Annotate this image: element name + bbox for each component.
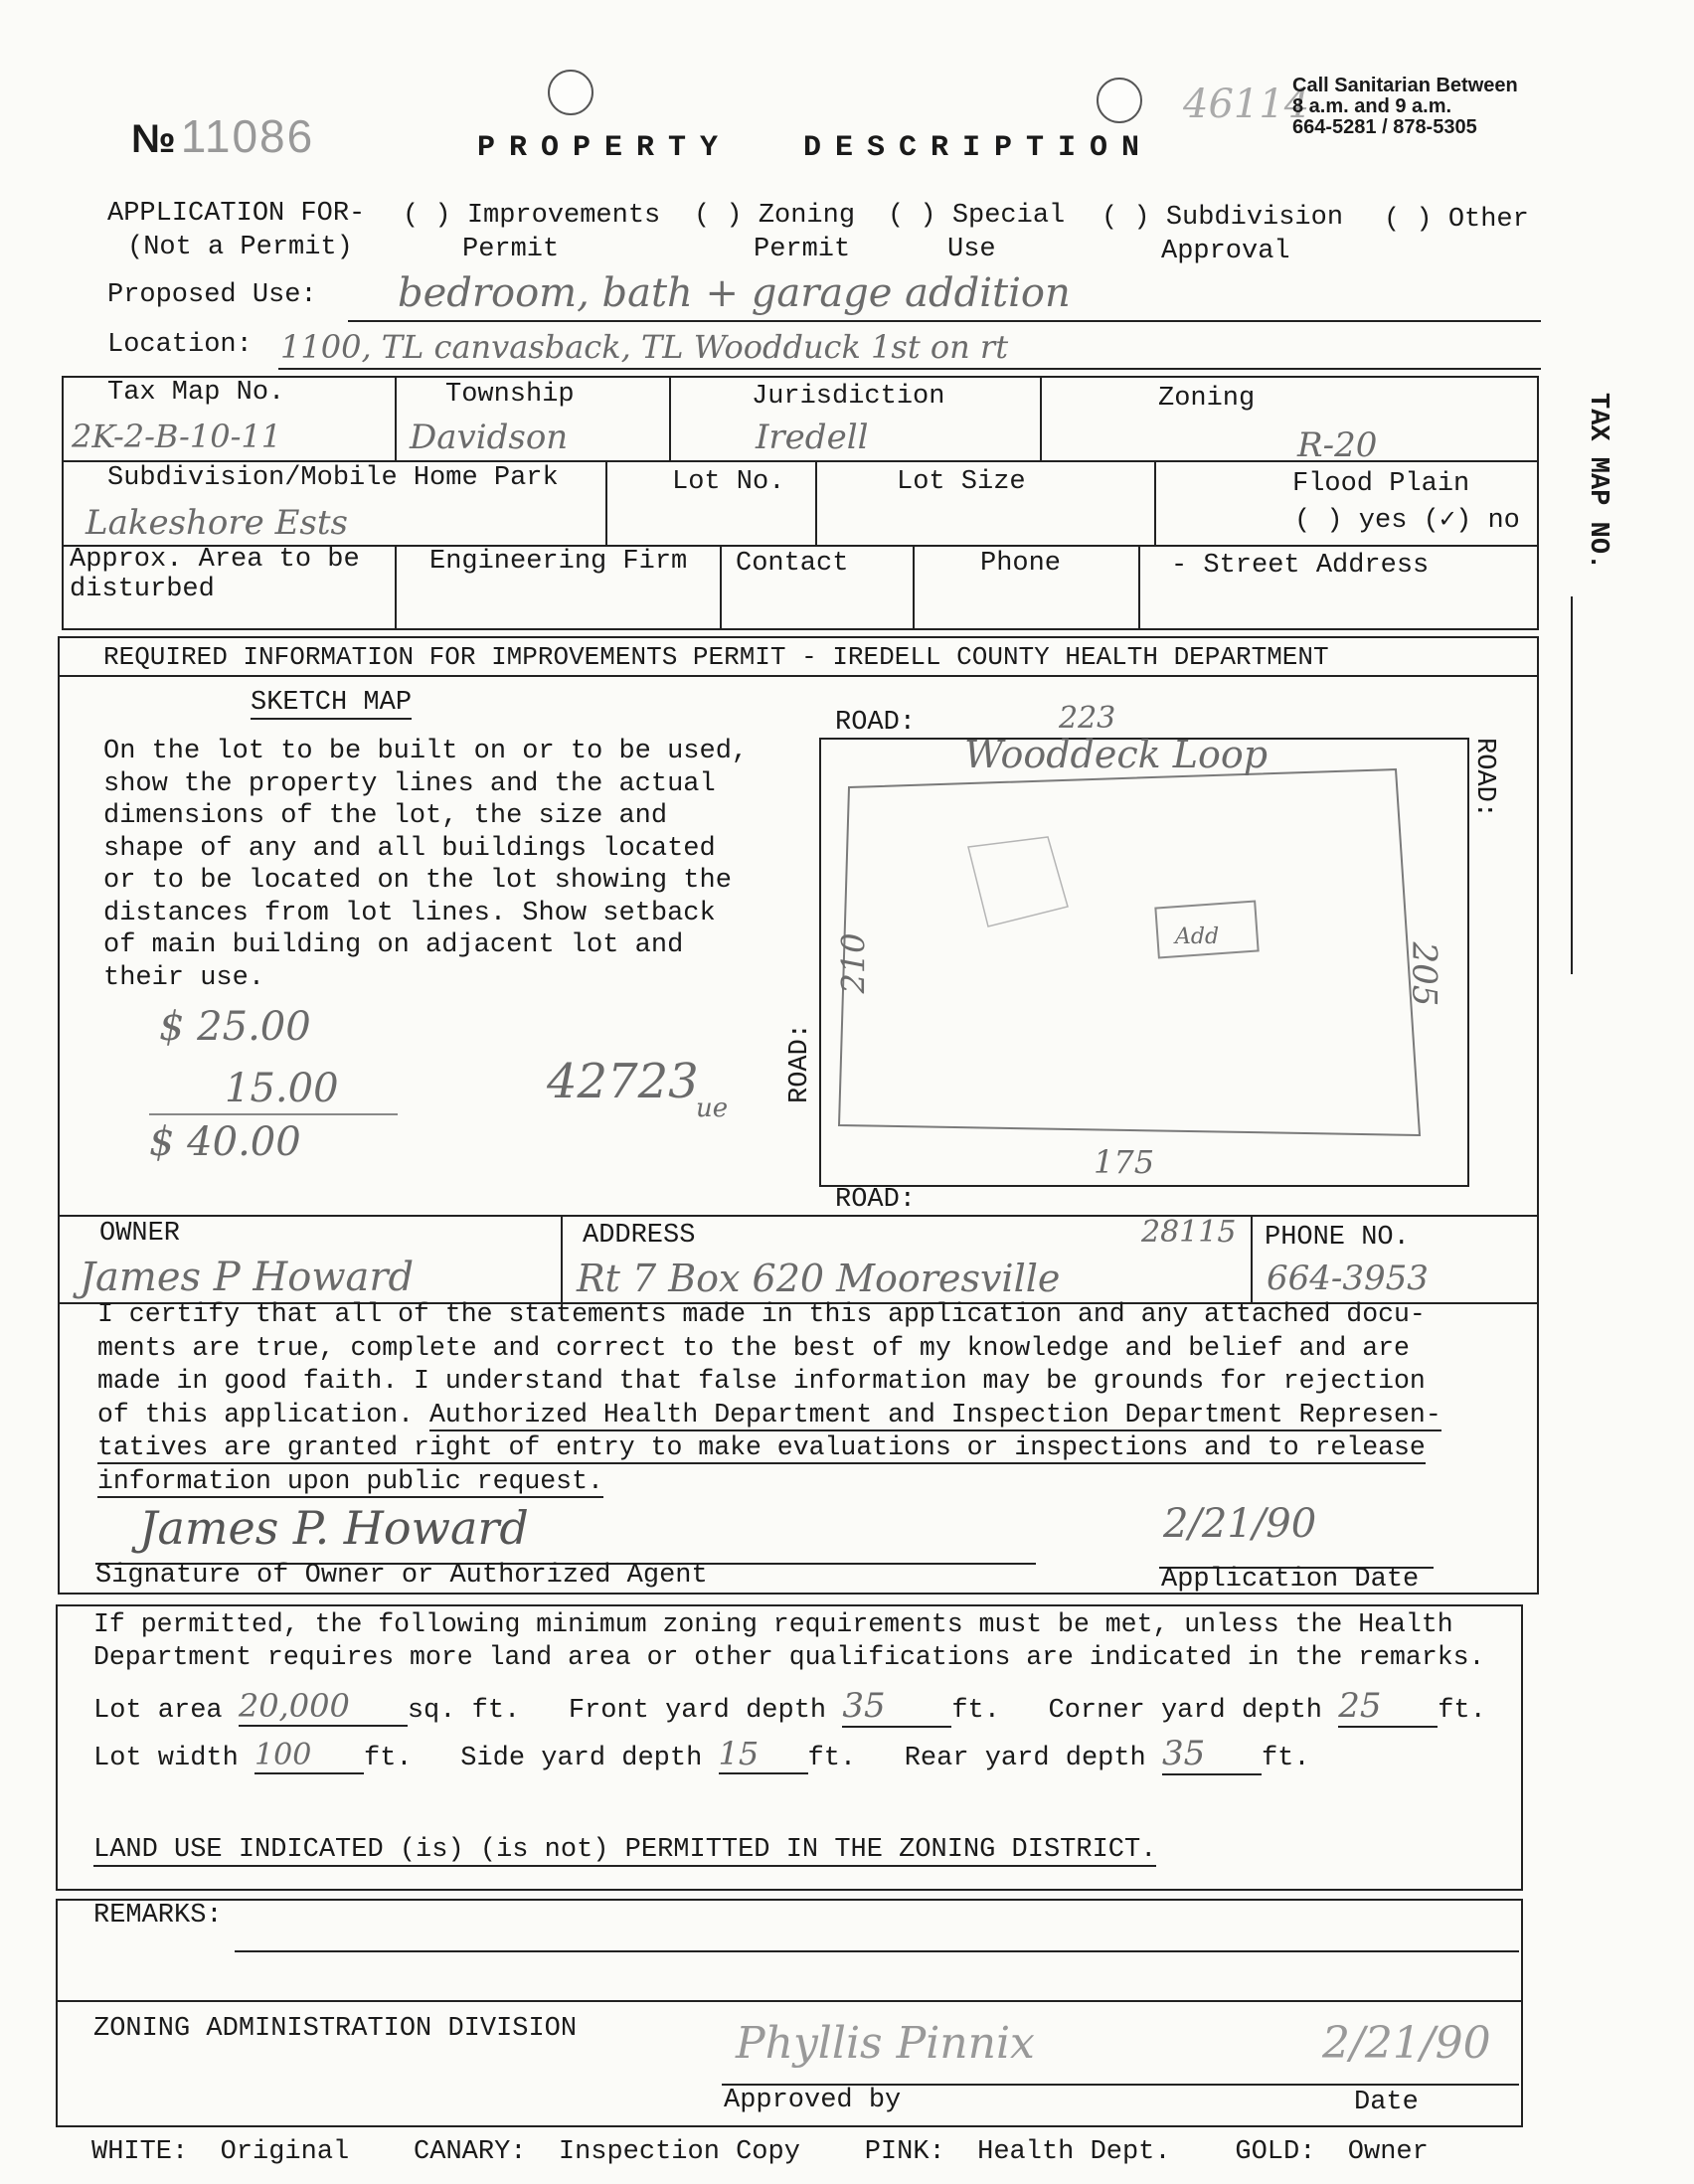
existing-house-sketch	[968, 837, 1068, 926]
tax-map-label: Tax Map No.	[107, 378, 285, 408]
copy-distribution-footer: WHITE: Original CANARY: Inspection Copy PINK: Health Dept. GOLD: Owner	[91, 2137, 1429, 2167]
location-line	[278, 368, 1541, 370]
jurisdiction-value[interactable]: Iredell	[756, 418, 869, 457]
option-label: Zoning	[758, 201, 856, 231]
option-label-2: Approval	[1161, 237, 1290, 266]
form-number	[131, 109, 314, 163]
option-subdivision-approval[interactable]	[1101, 201, 1343, 268]
option-label: Subdivision	[1165, 203, 1344, 233]
option-zoning-permit[interactable]	[694, 199, 855, 266]
approved-by-label: Approved by	[724, 2086, 902, 2115]
lot-outline	[839, 769, 1420, 1135]
cert-underlined-2: tatives are granted right of entry to make evaluations or inspections and to release	[97, 1432, 1426, 1462]
address-label: ADDRESS	[583, 1221, 696, 1251]
sketch-instructions	[103, 736, 748, 994]
instruction-line: or to be located on the lot showing the	[103, 866, 732, 896]
phone-no-label: PHONE NO.	[1265, 1223, 1410, 1253]
proposed-use-value[interactable]: bedroom, bath + garage addition	[398, 270, 1071, 316]
zoning-intro-line: Department requires more land area or other qualifications are indicated in the remarks.	[93, 1642, 1485, 1672]
map-road-number: 223	[1059, 701, 1116, 736]
tax-map-side-label: TAX MAP NO.	[1583, 393, 1612, 571]
cert-line: made in good faith. I understand that false information may be grounds for rejection	[97, 1366, 1426, 1396]
checkbox-mark[interactable]: ( )	[1384, 205, 1433, 235]
area-disturbed-label	[70, 545, 360, 604]
zoning-division-label: ZONING ADMINISTRATION DIVISION	[93, 2014, 578, 2044]
application-label-line1: APPLICATION FOR-	[107, 199, 366, 229]
instruction-line: show the property lines and the actual	[103, 768, 716, 799]
tax-map-side-line	[1571, 596, 1573, 974]
checkbox-mark[interactable]: ( )	[888, 201, 936, 231]
option-label-2: Use	[947, 235, 996, 264]
side-yard-value[interactable]: 15	[719, 1735, 808, 1774]
option-other[interactable]	[1384, 203, 1529, 237]
phone-no-value[interactable]: 664-3953	[1267, 1259, 1429, 1298]
option-improvements-permit[interactable]	[403, 199, 660, 266]
map-road-name: Wooddeck Loop	[964, 733, 1269, 776]
remarks-line-1	[235, 1950, 1519, 1952]
checkbox-mark[interactable]: ( )	[1101, 203, 1150, 233]
lot-no-label: Lot No.	[672, 467, 785, 497]
owner-value[interactable]: James P Howard	[80, 1255, 415, 1300]
option-special-use[interactable]	[888, 199, 1065, 266]
approver-signature[interactable]: Phyllis Pinnix	[736, 2018, 1035, 2069]
area-label-line2: disturbed	[70, 575, 215, 604]
checkbox-mark[interactable]: ( )	[403, 201, 451, 231]
township-label: Township	[445, 380, 575, 410]
ft-unit: ft.	[364, 1744, 413, 1773]
area-label-line1: Approx. Area to be	[70, 545, 360, 575]
front-yard-label: Front yard depth	[568, 1696, 827, 1726]
receipt-number: 42723	[547, 1054, 699, 1109]
side-yard-label: Side yard depth	[460, 1744, 703, 1773]
location-label: Location:	[107, 330, 253, 360]
land-use-statement[interactable]: LAND USE INDICATED (is) (is not) PERMITTED IN THE ZONING DISTRICT.	[93, 1835, 1157, 1865]
flood-plain-options[interactable]: ( ) yes (✓) no	[1294, 506, 1520, 536]
flood-plain-label: Flood Plain	[1292, 469, 1470, 499]
form-number-value: 11086	[180, 110, 315, 162]
receipt-suffix: ue	[696, 1093, 729, 1123]
sketch-map-title: SKETCH MAP	[251, 688, 413, 718]
signature-label: Signature of Owner or Authorized Agent	[95, 1561, 708, 1591]
rear-yard-value[interactable]: 35	[1162, 1734, 1262, 1775]
road-label-right: ROAD:	[1469, 738, 1499, 819]
lot-area-unit: sq. ft.	[407, 1696, 521, 1726]
remarks-label: REMARKS:	[93, 1901, 223, 1931]
call-line-2: 8 a.m. and 9 a.m.	[1292, 95, 1452, 117]
zoning-row-2	[93, 1734, 1310, 1775]
zoning-value[interactable]: R-20	[1297, 425, 1378, 465]
instruction-line: dimensions of the lot, the size and	[103, 801, 668, 831]
cert-line: of this application.	[97, 1399, 415, 1429]
corner-yard-value[interactable]: 25	[1338, 1686, 1438, 1728]
instruction-line: their use.	[103, 962, 265, 993]
zoning-intro	[93, 1608, 1484, 1674]
instruction-line: On the lot to be built on or to be used,	[103, 737, 749, 766]
road-label-top: ROAD:	[835, 708, 917, 738]
punch-hole-left	[548, 70, 593, 115]
instruction-line: of main building on adjacent lot and	[103, 930, 684, 960]
cert-line: I certify that all of the statements made in this application and any attached docu-	[97, 1299, 1426, 1329]
instruction-line: distances from lot lines. Show setback	[103, 898, 716, 928]
zoning-label: Zoning	[1158, 384, 1256, 414]
ft-unit: ft.	[1438, 1696, 1486, 1726]
option-label-2: Permit	[754, 235, 851, 264]
lot-width-label: Lot width	[93, 1744, 239, 1773]
cert-underlined-3: information upon public request.	[97, 1465, 603, 1496]
jurisdiction-label: Jurisdiction	[752, 382, 945, 412]
certification-text	[97, 1298, 1441, 1498]
call-sanitarian-block	[1292, 76, 1518, 138]
number-sign: №	[131, 117, 176, 161]
front-yard-value[interactable]: 35	[842, 1686, 951, 1728]
application-date-value[interactable]: 2/21/90	[1163, 1501, 1317, 1547]
option-label-2: Permit	[462, 235, 560, 264]
lot-area-label: Lot area	[93, 1696, 223, 1726]
road-label-bottom: ROAD:	[835, 1185, 917, 1215]
ft-unit: ft.	[807, 1744, 857, 1773]
zoning-row-1	[93, 1686, 1486, 1728]
lot-size-label: Lot Size	[897, 467, 1026, 497]
proposed-use-label: Proposed Use:	[107, 280, 317, 310]
rear-yard-label: Rear yard depth	[904, 1744, 1146, 1773]
ft-unit: ft.	[1261, 1744, 1310, 1773]
hand-note-top: 46114	[1183, 82, 1310, 127]
phone-label: Phone	[980, 549, 1062, 579]
option-label: Special	[951, 201, 1066, 231]
ft-unit: ft.	[951, 1696, 1000, 1726]
township-value[interactable]: Davidson	[410, 418, 569, 457]
dim-right: 205	[1404, 941, 1444, 1007]
lot-sketch	[819, 738, 1469, 1187]
engineering-firm-label: Engineering Firm	[429, 547, 688, 577]
required-info-header: REQUIRED INFORMATION FOR IMPROVEMENTS PERMIT - IREDELL COUNTY HEALTH DEPARTMENT	[103, 642, 1329, 672]
dim-left: 210	[834, 932, 873, 994]
application-for-label	[107, 197, 365, 264]
fee-total-rule	[149, 1113, 398, 1115]
zoning-intro-line: If permitted, the following minimum zoning requirements must be met, unless the Health	[93, 1609, 1453, 1639]
owner-label: OWNER	[99, 1219, 181, 1249]
proposed-use-line	[348, 320, 1541, 322]
call-line-1: Call Sanitarian Between	[1292, 75, 1518, 96]
page-title: PROPERTY DESCRIPTION	[477, 131, 1154, 165]
call-line-3: 664-5281 / 878-5305	[1292, 116, 1477, 138]
address-zip: 28115	[1141, 1215, 1237, 1250]
contact-label: Contact	[736, 549, 849, 579]
cert-underlined-1: Authorized Health Department and Inspection Department Represen-	[428, 1399, 1441, 1429]
option-label: Other	[1447, 205, 1529, 235]
lot-width-value[interactable]: 100	[254, 1738, 364, 1774]
checkbox-mark[interactable]: ( )	[694, 201, 743, 231]
punch-hole-right	[1097, 78, 1142, 123]
location-value[interactable]: 1100, TL canvasback, TL Woodduck 1st on rt	[280, 328, 1009, 366]
lot-area-value[interactable]: 20,000	[239, 1687, 408, 1727]
approval-date-value[interactable]: 2/21/90	[1322, 2018, 1491, 2069]
house-label: Add	[1175, 924, 1220, 949]
dim-bottom: 175	[1094, 1143, 1155, 1181]
street-address-label: - Street Address	[1171, 551, 1430, 581]
address-value[interactable]: Rt 7 Box 620 Mooresville	[577, 1257, 1061, 1300]
road-label-left: ROAD:	[785, 1022, 815, 1103]
tax-map-value[interactable]: 2K-2-B-10-11	[72, 418, 282, 455]
cert-line: ments are true, complete and correct to the best of my knowledge and belief and are	[97, 1332, 1410, 1363]
application-label-line2: (Not a Permit)	[127, 233, 353, 262]
fee-line-2: 15.00	[225, 1066, 339, 1111]
owner-signature[interactable]: James P. Howard	[139, 1501, 529, 1555]
application-date-label: Application Date	[1161, 1565, 1420, 1595]
fee-line-1: $ 25.00	[159, 1004, 311, 1050]
subdivision-value[interactable]: Lakeshore Ests	[85, 503, 348, 543]
instruction-line: shape of any and all buildings located	[103, 833, 716, 864]
approval-date-label: Date	[1354, 2088, 1419, 2117]
corner-yard-label: Corner yard depth	[1048, 1696, 1322, 1726]
fee-total: $ 40.00	[149, 1119, 301, 1165]
subdivision-label: Subdivision/Mobile Home Park	[107, 463, 559, 493]
option-label: Improvements	[466, 201, 661, 231]
